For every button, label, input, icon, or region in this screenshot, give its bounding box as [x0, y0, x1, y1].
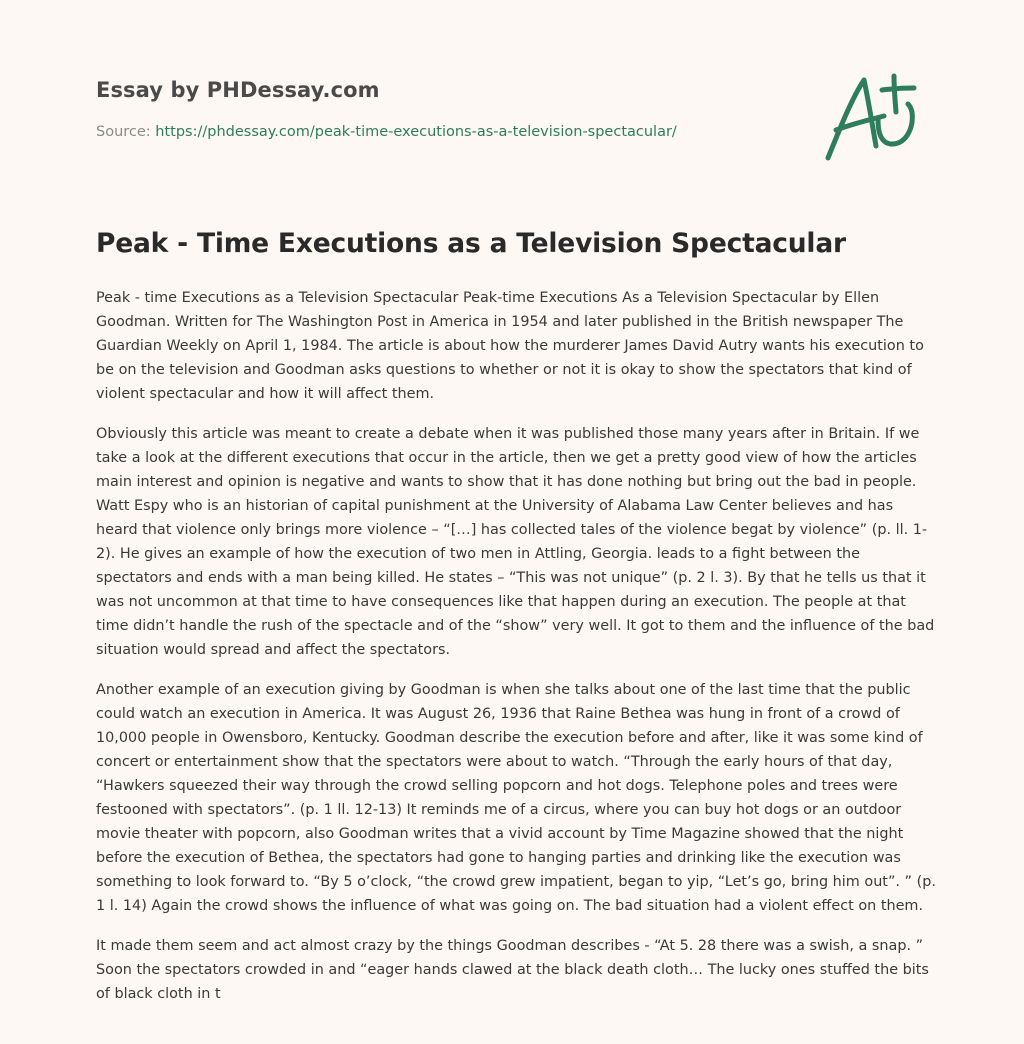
article-title: Peak - Time Executions as a Television Spectacular	[96, 228, 846, 259]
site-brand: Essay by PHDessay.com	[96, 78, 380, 102]
article-paragraph: It made them seem and act almost crazy by the things Goodman describes - “At 5. 28 there was a swish, a snap. ” Soon the spectators crowded in and “eager hands clawed at the black death cloth… The lucky ones stuffed the bits of black cloth in t	[96, 938, 929, 1002]
article-paragraph: Peak - time Executions as a Television Spectacular Peak-time Executions As a Television Spectacular by Ellen Goodman. Written for The Washington Post in America in 1954 and later published in the British newspaper The Guardian Weekly on April 1, 1984. The article is about how the murderer James David Autry wants his execution to be on the television and Goodman asks questions to whether or not it is okay to show the spectators that kind of violent spectacular and how it will affect them.	[96, 290, 924, 402]
article-body	[96, 286, 936, 1022]
article-paragraph: Obviously this article was meant to create a debate when it was published those many years after in Britain. If we take a look at the different executions that occur in the article, then we get a pretty good view of how the articles main interest and opinion is negative and wants to show that it has done nothing but bring out the bad in people. Watt Espy who is an historian of capital punishment at the University of Alabama Law Center believes and has heard that violence only brings more violence – “[…] has collected tales of the violence begat by violence” (p. ll. 1-2). He gives an example of how the execution of two men in Attling, Georgia. leads to a fight between the spectators and ends with a man being killed. He states – “This was not unique” (p. 2 l. 3). By that he tells us that it was not uncommon at that time to have consequences like that happen during an execution. The people at that time didn’t handle the rush of the spectacle and of the “show” very well. It got to them and the influence of the bad situation would spread and affect the spectators.	[96, 426, 935, 658]
source-link[interactable]: https://phdessay.com/peak-time-executions-as-a-television-spectacular/	[155, 124, 677, 140]
source-line	[96, 124, 677, 140]
article-paragraph: Another example of an execution giving by Goodman is when she talks about one of the last time that the public could watch an execution in America. It was August 26, 1936 that Raine Bethea was hung in front of a crowd of 10,000 people in Owensboro, Kentucky. Goodman describe the execution before and after, like it was some kind of concert or entertainment show that the spectators were about to watch. “Through the early hours of that day, “Hawkers squeezed their way through the crowd selling popcorn and hot dogs. Telephone poles and trees were festooned with spectators”. (p. 1 ll. 12-13) It reminds me of a circus, where you can buy hot dogs or an outdoor movie theater with popcorn, also Goodman writes that a vivid account by Time Magazine showed that the night before the execution of Bethea, the spectators had gone to hanging parties and drinking like the execution was something to look forward to. “By 5 o’clock, “the crowd grew impatient, began to yip, “Let’s go, bring him out”. ” (p. 1 l. 14) Again the crowd shows the influence of what was going on. The bad situation had a violent effect on them.	[96, 682, 936, 914]
a-plus-logo-icon	[818, 68, 928, 164]
source-label: Source:	[96, 124, 156, 140]
